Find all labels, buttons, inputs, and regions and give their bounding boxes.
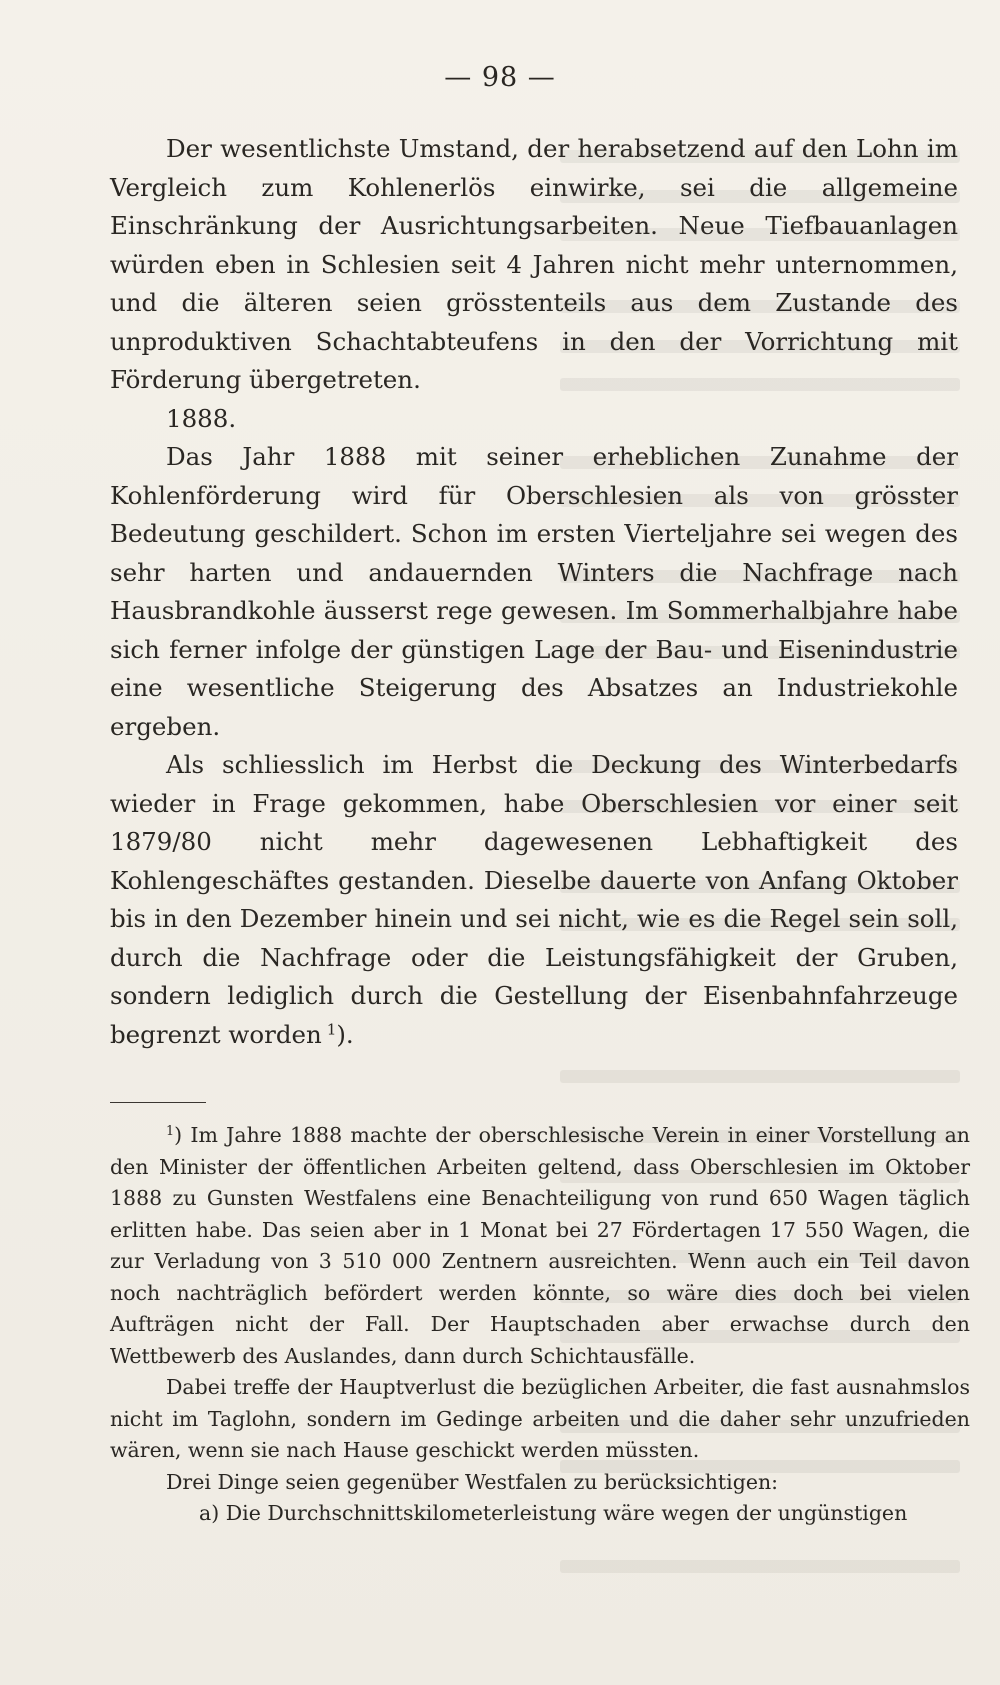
footnote-marker-close: ) xyxy=(174,1123,183,1147)
paragraph-3-text: Als schliesslich im Herbst die Deckung des Winterbedarfs wieder in Frage gekommen, habe Oberschlesien vor einer seit 1879/80 nicht mehr dagewesenen Lebhaftigkeit des Kohlengeschäftes gestanden. Dieselbe dauerte von Anfang Oktober bis in den Dezember hinein und sei nicht, wie es die Regel sein soll, durch die Nachfrage oder die Leistungsfähigkeit der Gruben, sondern lediglich durch die Gestellung der Eisenbahnfahrzeuge begrenzt worden xyxy=(110,750,958,1049)
footnote-paragraph-3: Drei Dinge seien gegenüber Westfalen zu berücksichtigen: xyxy=(166,1469,779,1494)
section-heading: 1888. xyxy=(166,403,237,433)
paragraph-2: Das Jahr 1888 mit seiner erheblichen Zunahme der Kohlenförderung wird für Oberschlesien als von grösster Bedeutung geschildert. Schon im ersten Vierteljahre sei wegen des sehr harten und andauernden Winters die Nachfrage nach Hausbrandkohle äusserst rege gewesen. Im Sommerhalbjahre habe sich ferner infolge der günstigen Lage der Bau- und Eisenindustrie eine wesentliche Steigerung des Absatzes an Industriekohle ergeben. xyxy=(110,442,958,741)
main-text xyxy=(110,130,958,1054)
footnote-marker: 1 xyxy=(166,1123,175,1139)
footnote-list-item-a: a) Die Durchschnittskilometerleistung wäre wegen der ungünstigen xyxy=(199,1501,908,1525)
footnotes xyxy=(110,1120,970,1530)
footnote-divider xyxy=(110,1102,206,1103)
footnote-1-text: Im Jahre 1888 machte der oberschlesische Verein in einer Vorstellung an den Minister der öffentlichen Arbeiten geltend, dass Oberschlesien im Oktober 1888 zu Gunsten Westfalens eine Benachteiligung von rund 650 Wagen täglich erlitten habe. Das seien aber in 1 Monat bei 27 Fördertagen 17 550 Wagen, die zur Verladung von 3 510 000 Zentnern ausreichten. Wenn auch ein Teil davon noch nachträglich befördert werden könnte, so wäre dies doch bei vielen Aufträgen nicht der Fall. Der Hauptschaden aber erwachse durch den Wettbewerb des Auslandes, dann durch Schichtausfälle. xyxy=(110,1123,970,1368)
paragraph-1: Der wesentlichste Umstand, der herabsetzend auf den Lohn im Vergleich zum Kohlenerlös einwirke, sei die allgemeine Einschränkung der Ausrichtungsarbeiten. Neue Tiefbauanlagen würden eben in Schlesien seit 4 Jahren nicht mehr unternommen, und die älteren seien grösstenteils aus dem Zustande des unproduktiven Schachtabteufens in den der Vorrichtung mit Förderung übergetreten. xyxy=(110,134,958,394)
footnote-reference[interactable]: 1 xyxy=(326,1020,337,1039)
paragraph-3-end: ). xyxy=(336,1019,354,1049)
paragraph-3 xyxy=(110,746,958,1054)
footnote-1 xyxy=(110,1120,970,1372)
page-number: — 98 — xyxy=(444,62,556,93)
footnote-paragraph-2: Dabei treffe der Hauptverlust die bezüglichen Arbeiter, die fast ausnahmslos nicht im Taglohn, sondern im Gedinge arbeiten und die daher sehr unzufrieden wären, wenn sie nach Hause geschickt werden müssten. xyxy=(110,1375,970,1462)
